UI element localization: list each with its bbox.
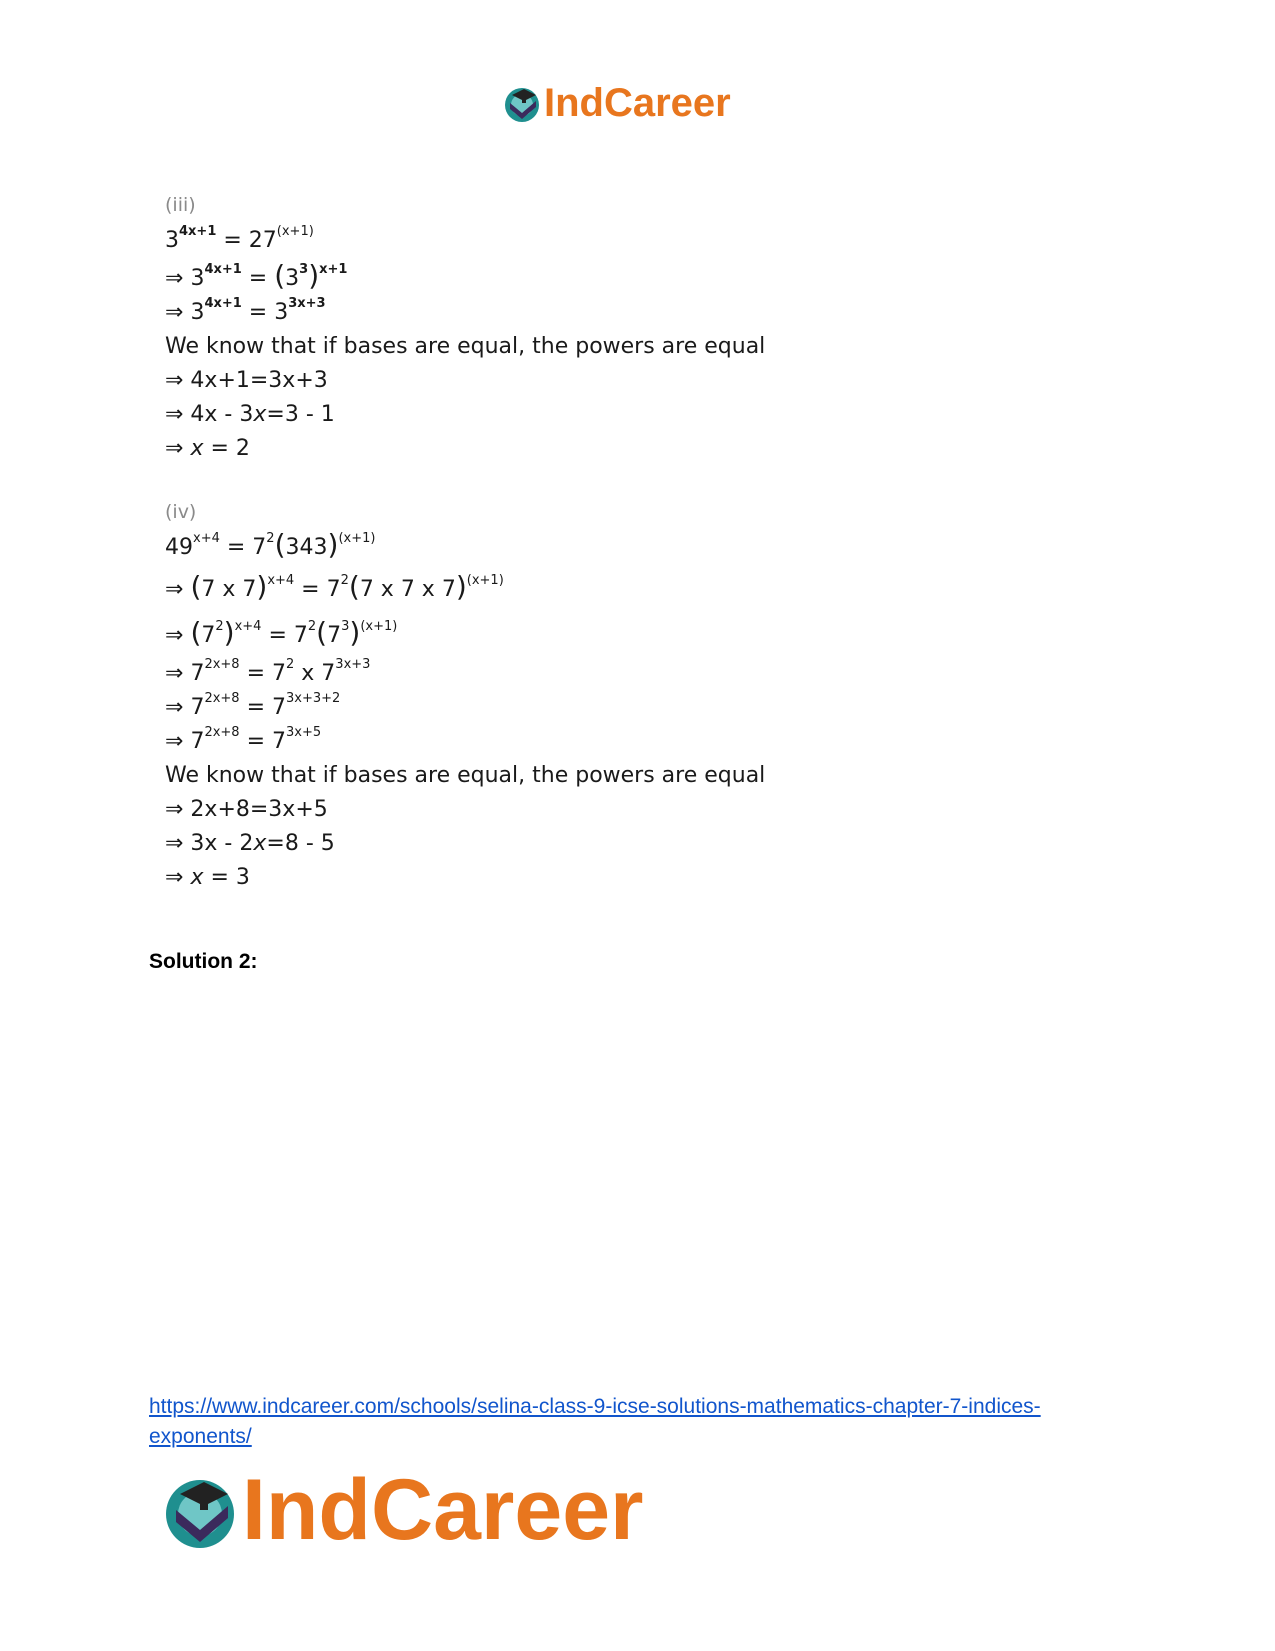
equation-line: ⇒ $7^{2x+8} = 7^2$ x $7^{3x+3}$ [165,657,371,686]
statement-text: We know that if bases are equal, the powers are equal [165,763,766,788]
equation-line: ⇒ (7 x $7)^{x+4} = 7^2(7$ x 7 x 7)$^{(x+1)}$ [165,570,504,603]
equation-line: ⇒ $3^{4x+1} = 3^{3x+3}$ [165,296,326,325]
part-label: (iii) [165,194,196,216]
equation-line: ⇒ x = 2 [165,436,250,461]
equation-line: $49^{x+4} = 7^2(343)^{(x+1)}$ [165,528,376,561]
footer-logo [160,1462,644,1558]
equation-line: ⇒ 4x+1=3x+3 [165,368,328,393]
equation-line: ⇒ $(7^2)^{x+4} = 7^2(7^3)^{(x+1)}$ [165,616,398,649]
solution-part-iii [165,190,765,466]
source-link[interactable]: https://www.indcareer.com/schools/selina-class-9-icse-solutions-mathematics-chapter-7-indices-exponents/ [149,1395,1041,1448]
equation-line: ⇒ 2x+8=3x+5 [165,797,328,822]
solution-part-iv [165,497,765,895]
equation-line: $3^{4x+1} = 27^{(x+1)}$ [165,224,314,253]
equation-line: ⇒ 4x - 3x=3 - 1 [165,402,335,427]
logo-wordmark: IndCareer [242,1462,644,1558]
part-label: (iv) [165,501,197,523]
equation-line: ⇒ x = 3 [165,865,250,890]
graduation-globe-icon [502,83,542,123]
solution-heading: Solution 2: [149,950,258,973]
statement-text: We know that if bases are equal, the powers are equal [165,334,766,359]
equation-line: ⇒ $7^{2x+8} = 7^{3x+3+2}$ [165,691,341,720]
equation-line: ⇒ $7^{2x+8} = 7^{3x+5}$ [165,725,322,754]
equation-line: ⇒ $3^{4x+1} = (3^3)^{x+1}$ [165,259,348,292]
graduation-globe-icon [160,1470,240,1550]
logo-wordmark: IndCareer [544,81,731,125]
header-logo [502,80,731,126]
equation-line: ⇒ 3x - 2x=8 - 5 [165,831,335,856]
